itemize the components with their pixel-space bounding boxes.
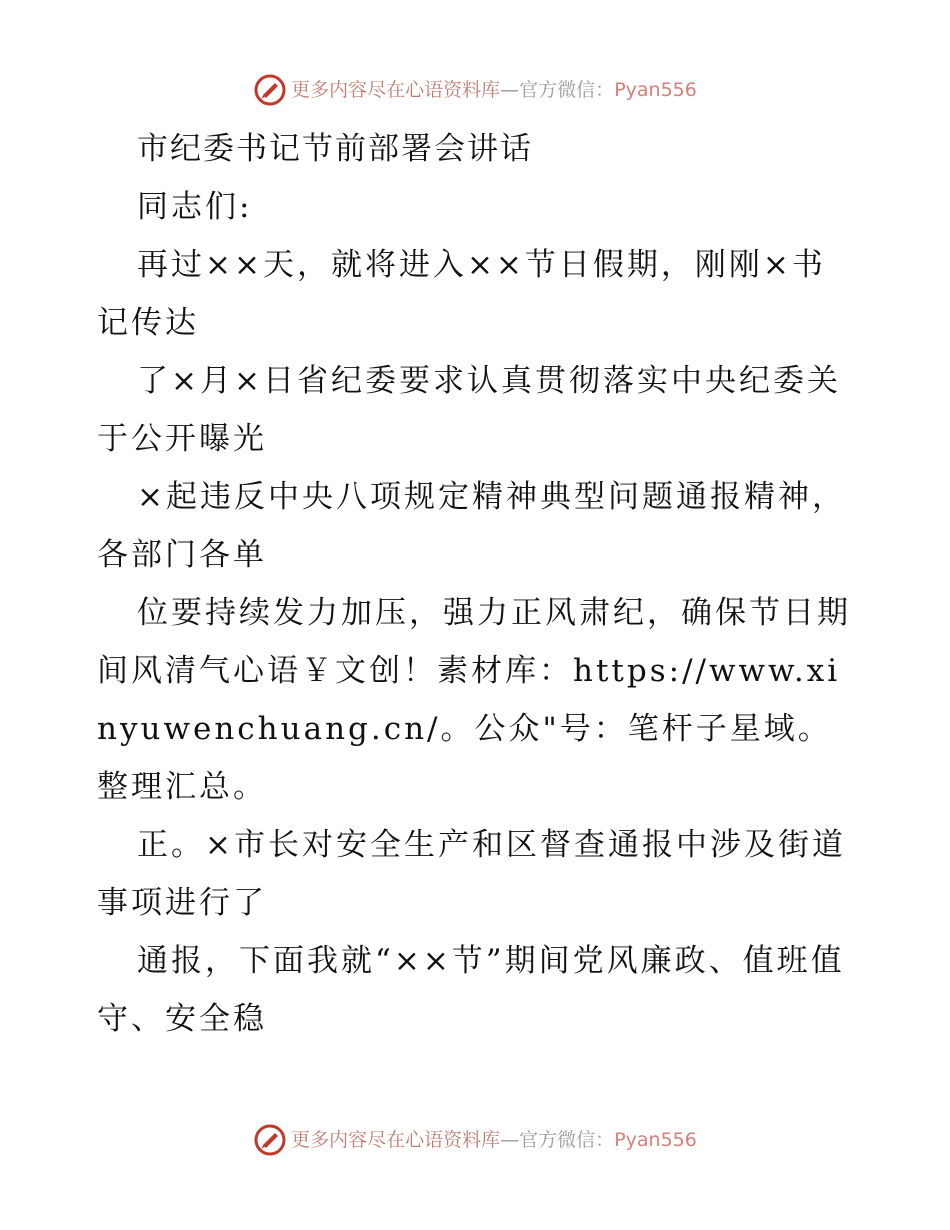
brand-logo-icon [253, 1123, 287, 1157]
paragraph: 再过××天，就将进入××节日假期，刚刚×书记传达 [97, 247, 826, 341]
paragraph: 位要持续发力加压，强力正风肃纪，确保节日期间风清气心语￥文创！素材库：https://www.xinyuwenchuang.cn/。公众"号：笔杆子星域。整理汇总。 [97, 595, 851, 805]
watermark-text [291, 1120, 697, 1160]
watermark-wechat-id: Pyan556 [614, 1129, 697, 1151]
watermark-wechat-label: 官方微信： [519, 1129, 615, 1151]
watermark-text [291, 70, 697, 110]
document-title: 市纪委书记节前部署会讲话 [137, 131, 533, 167]
header-watermark [0, 70, 950, 110]
watermark-brand: 更多内容尽在心语资料库 [291, 79, 501, 101]
brand-logo-icon [253, 73, 287, 107]
paragraph: 了×月×日省纪委要求认真贯彻落实中央纪委关于公开曝光 [97, 363, 841, 457]
watermark-dash: — [500, 1129, 520, 1151]
paragraph: 正。×市长对安全生产和区督查通报中涉及街道事项进行了 [97, 827, 846, 921]
watermark-brand: 更多内容尽在心语资料库 [291, 1129, 501, 1151]
watermark-dash: — [500, 79, 520, 101]
watermark-wechat-label: 官方微信： [519, 79, 615, 101]
paragraph: ×起违反中央八项规定精神典型问题通报精神，各部门各单 [97, 479, 846, 573]
salutation: 同志们: [137, 189, 253, 225]
footer-watermark [0, 1120, 950, 1160]
document-body [97, 120, 857, 1048]
paragraph: 通报，下面我就“××节”期间党风廉政、值班值守、安全稳 [97, 943, 845, 1037]
watermark-wechat-id: Pyan556 [614, 79, 697, 101]
